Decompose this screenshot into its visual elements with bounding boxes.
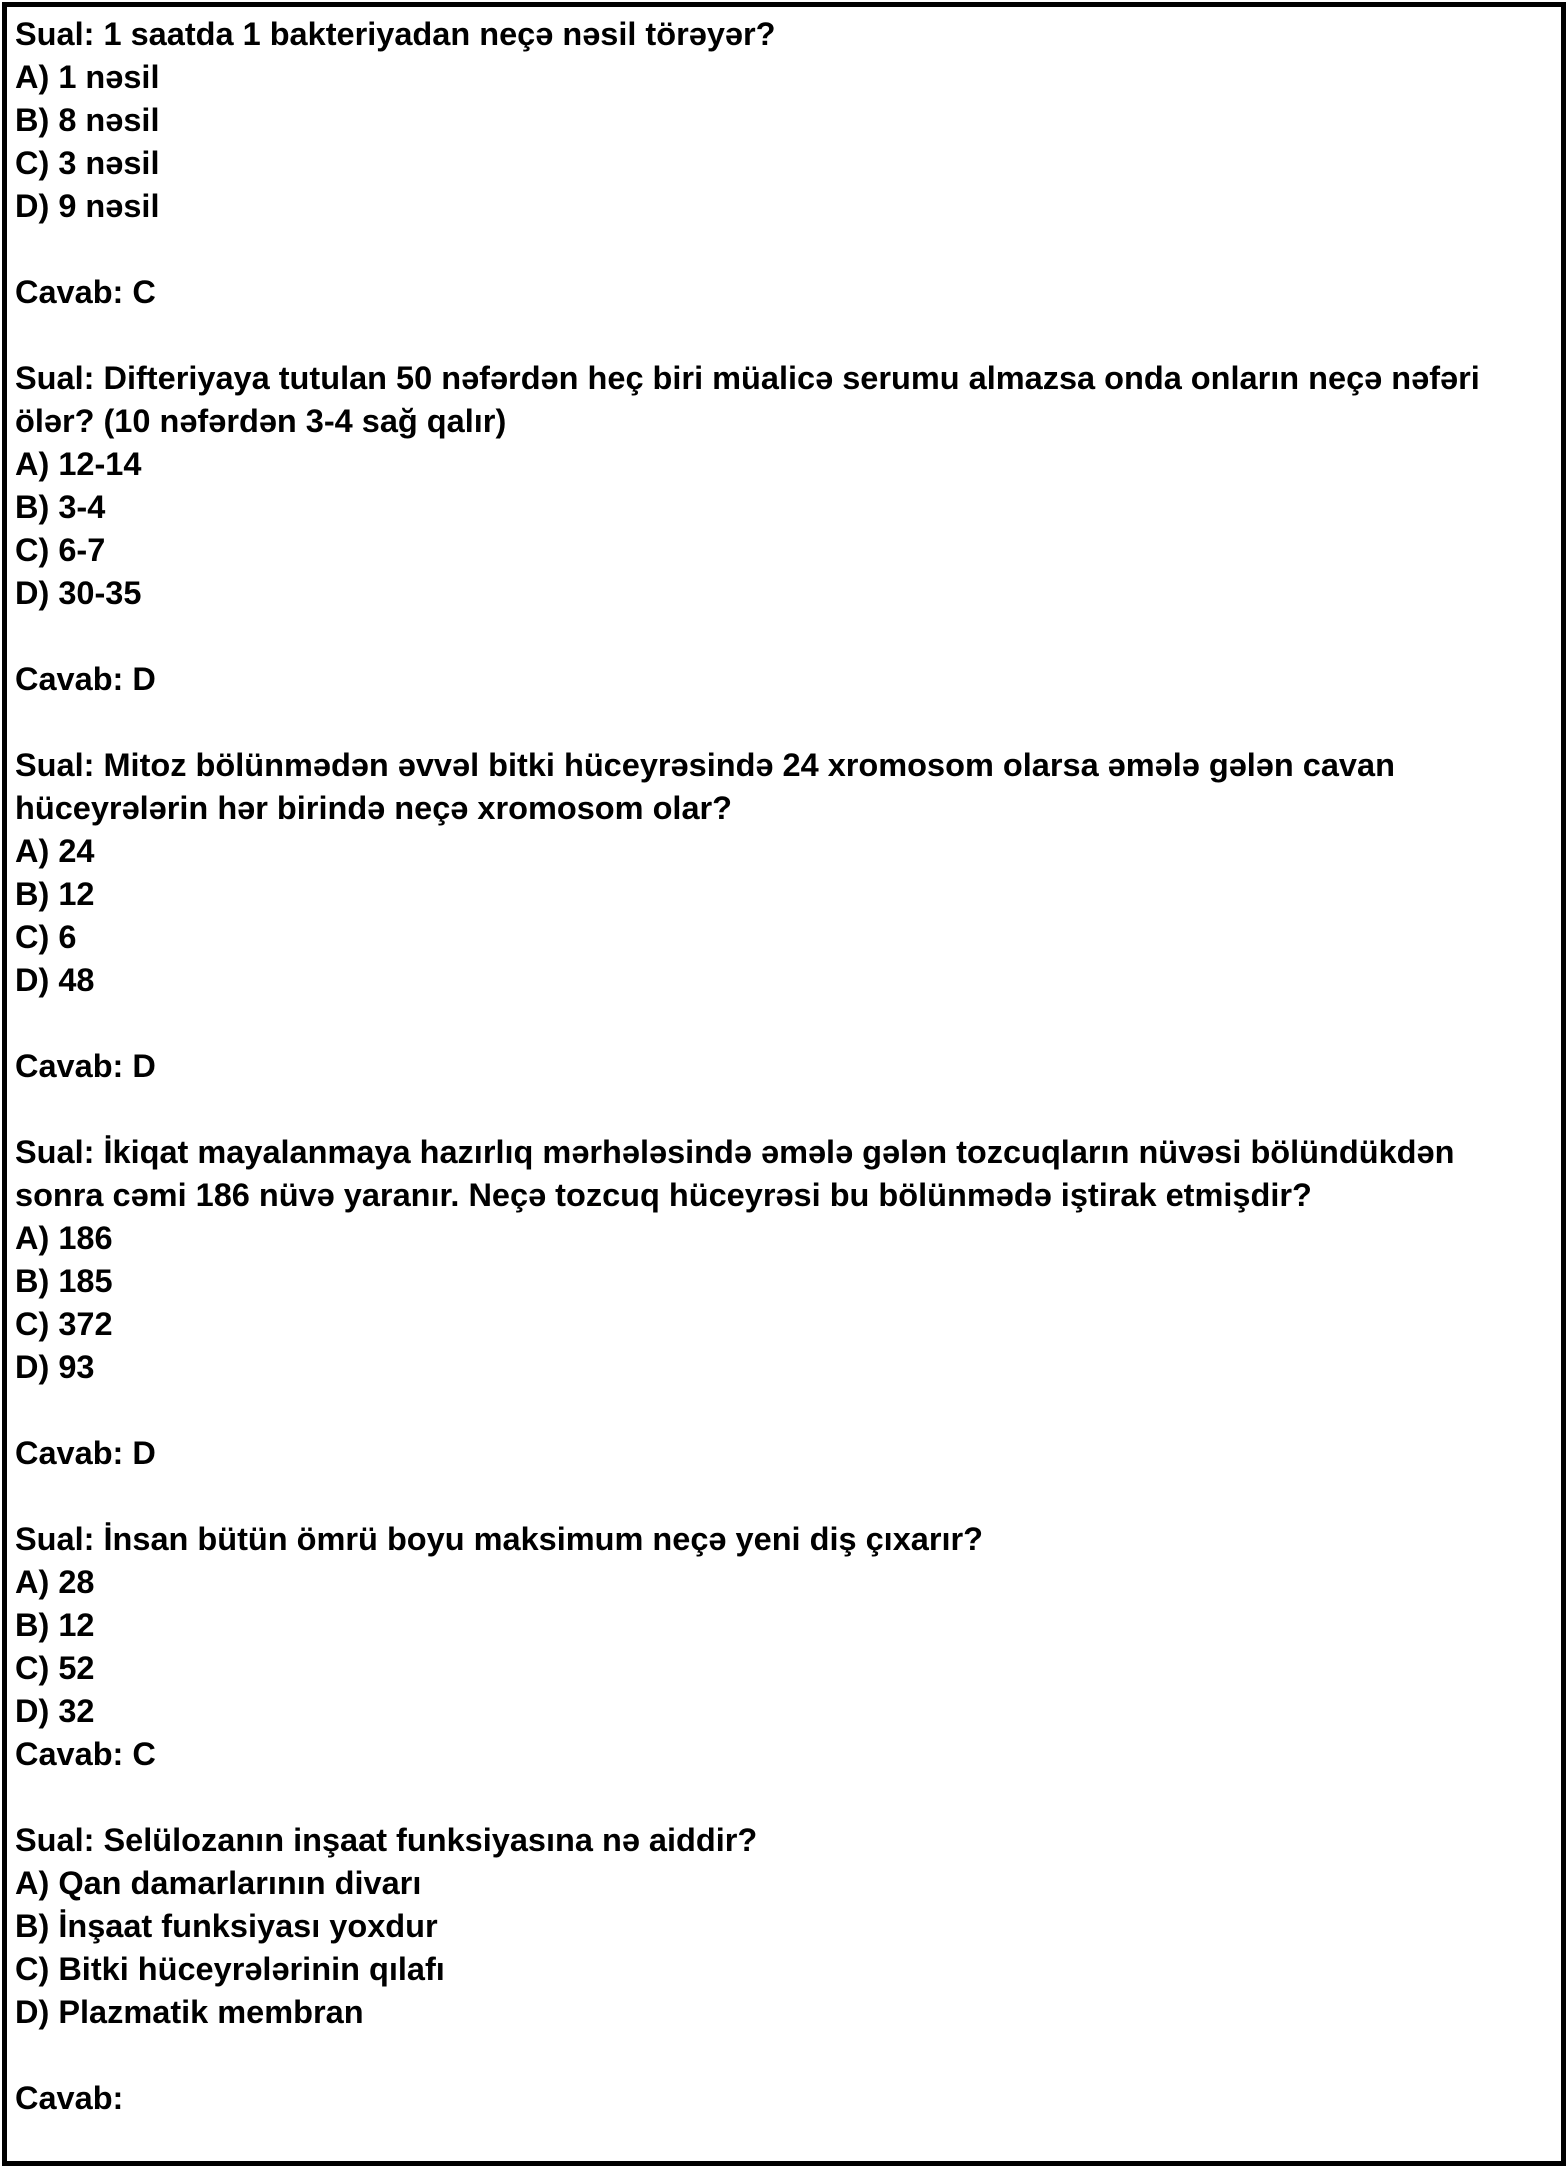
answer-text: Cavab: D bbox=[15, 1435, 156, 1471]
option-c: C) 3 nəsil bbox=[15, 145, 160, 181]
answer-text: Cavab: D bbox=[15, 1048, 156, 1084]
spacer bbox=[15, 1776, 1561, 1819]
option-a: A) 186 bbox=[15, 1220, 113, 1256]
option-a: A) 28 bbox=[15, 1564, 95, 1600]
question-text: Sual: 1 saatda 1 bakteriyadan neçə nəsil törəyər? bbox=[15, 16, 776, 52]
question-text: Sual: Mitoz bölünmədən əvvəl bitki hüceyrəsində 24 xromosom olarsa əmələ gələn cavan hüceyrələrin hər birində neçə xromosom olar? bbox=[15, 747, 1395, 826]
option-d: D) 93 bbox=[15, 1349, 95, 1385]
spacer bbox=[15, 701, 1561, 744]
answer-text: Cavab: bbox=[15, 2080, 124, 2116]
option-b: B) İnşaat funksiyası yoxdur bbox=[15, 1908, 438, 1944]
option-d: D) Plazmatik membran bbox=[15, 1994, 364, 2030]
option-c: C) 6-7 bbox=[15, 532, 106, 568]
document-frame bbox=[2, 2, 1566, 2166]
answer-text: Cavab: D bbox=[15, 661, 156, 697]
answer-text: Cavab: C bbox=[15, 1736, 156, 1772]
spacer bbox=[15, 615, 1561, 658]
option-c: C) 6 bbox=[15, 919, 77, 955]
option-d: D) 9 nəsil bbox=[15, 188, 160, 224]
question-text: Sual: İnsan bütün ömrü boyu maksimum neçə yeni diş çıxarır? bbox=[15, 1521, 984, 1557]
spacer bbox=[15, 1389, 1561, 1432]
option-b: B) 8 nəsil bbox=[15, 102, 160, 138]
question-text: Sual: İkiqat mayalanmaya hazırlıq mərhələsində əmələ gələn tozcuqların nüvəsi bölündükdən sonra cəmi 186 nüvə yaranır. Neçə tozcuq hüceyrəsi bu bölünmədə iştirak etmişdir? bbox=[15, 1134, 1455, 1213]
question-text: Sual: Selülozanın inşaat funksiyasına nə aiddir? bbox=[15, 1822, 758, 1858]
option-d: D) 32 bbox=[15, 1693, 95, 1729]
option-d: D) 48 bbox=[15, 962, 95, 998]
spacer bbox=[15, 1475, 1561, 1518]
question-block bbox=[15, 1131, 1561, 1518]
option-a: A) Qan damarlarının divarı bbox=[15, 1865, 422, 1901]
option-c: C) Bitki hüceyrələrinin qılafı bbox=[15, 1951, 445, 1987]
answer-text: Cavab: C bbox=[15, 274, 156, 310]
option-c: C) 52 bbox=[15, 1650, 95, 1686]
option-d: D) 30-35 bbox=[15, 575, 142, 611]
spacer bbox=[15, 314, 1561, 357]
question-block bbox=[15, 13, 1561, 357]
question-text: Sual: Difteriyaya tutulan 50 nəfərdən heç biri müalicə serumu almazsa onda onların neçə nəfəri ölər? (10 nəfərdən 3-4 sağ qalır) bbox=[15, 360, 1480, 439]
spacer bbox=[15, 2034, 1561, 2077]
question-block bbox=[15, 744, 1561, 1131]
option-a: A) 24 bbox=[15, 833, 95, 869]
spacer bbox=[15, 1088, 1561, 1131]
option-b: B) 12 bbox=[15, 1607, 95, 1643]
document-body bbox=[7, 7, 1561, 2120]
option-b: B) 185 bbox=[15, 1263, 113, 1299]
question-block bbox=[15, 357, 1561, 744]
option-b: B) 12 bbox=[15, 876, 95, 912]
spacer bbox=[15, 1002, 1561, 1045]
option-a: A) 12-14 bbox=[15, 446, 142, 482]
option-a: A) 1 nəsil bbox=[15, 59, 160, 95]
question-block bbox=[15, 1518, 1561, 1819]
question-block bbox=[15, 1819, 1561, 2120]
option-c: C) 372 bbox=[15, 1306, 113, 1342]
option-b: B) 3-4 bbox=[15, 489, 106, 525]
spacer bbox=[15, 228, 1561, 271]
